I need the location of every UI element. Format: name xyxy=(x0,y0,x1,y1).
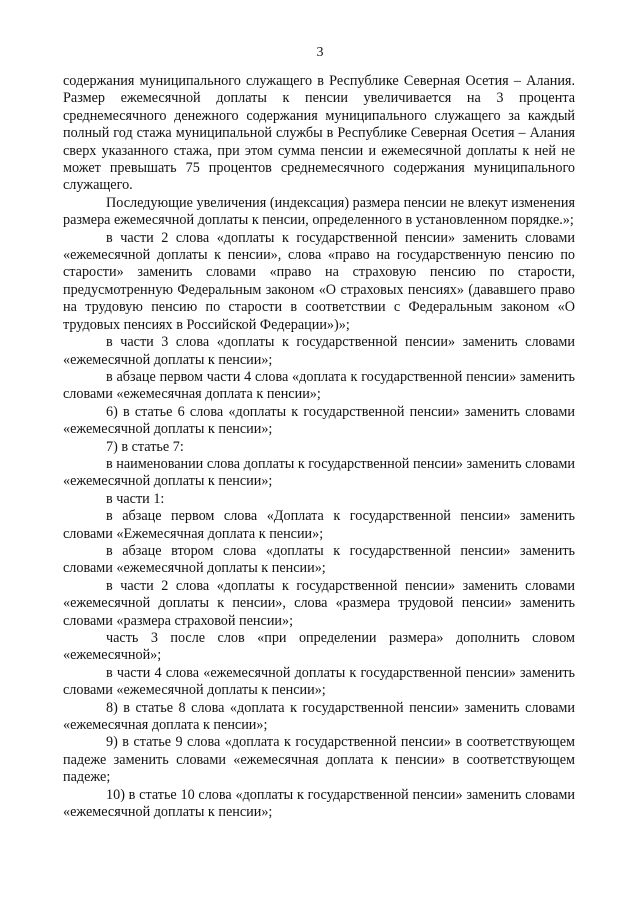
paragraph-article-8: 8) в статье 8 слова «доплата к государственной пенсии» заменить словами «ежемесячная доплата к пенсии»; xyxy=(63,699,575,734)
paragraph-part-4-amendment: в абзаце первом части 4 слова «доплата к государственной пенсии» заменить словами «ежемесячная доплата к пенсии»; xyxy=(63,368,575,403)
paragraph-article-7-part-1-second: в абзаце втором слова «доплаты к государственной пенсии» заменить словами «ежемесячной доплаты к пенсии»; xyxy=(63,542,575,577)
page-number: 3 xyxy=(316,45,324,60)
paragraph-article-7-part-2: в части 2 слова «доплаты к государственной пенсии» заменить словами «ежемесячной доплаты к пенсии», слова «размера трудовой пенсии» заменить словами «размера страховой пенсии»; xyxy=(63,577,575,629)
paragraph-article-10: 10) в статье 10 слова «доплаты к государственной пенсии» заменить словами «ежемесячной доплаты к пенсии»; xyxy=(63,786,575,821)
paragraph-article-7-part-4: в части 4 слова «ежемесячной доплаты к государственной пенсии» заменить словами «ежемесячной доплаты к пенсии»; xyxy=(63,664,575,699)
paragraph-article-7-part-1: в части 1: xyxy=(106,490,165,507)
paragraph-article-7-part-3: часть 3 после слов «при определении размера» дополнить словом «ежемесячной»; xyxy=(63,630,575,664)
document-body xyxy=(63,73,575,821)
paragraph-continuation: содержания муниципального служащего в Республике Северная Осетия – Алания. Размер ежемесячной доплаты к пенсии увеличивается на 3 процента среднемесячного денежного содержания муниципального служащего за каждый полный год стажа муниципальной службы в Республике Северная Осетия – Алания сверх указанного стажа, при этом сумма пенсии и ежемесячной доплаты к ней не может превышать 75 процентов среднемесячного содержания муниципального служащего. xyxy=(63,73,575,194)
paragraph-article-7-part-1-first: в абзаце первом слова «Доплата к государственной пенсии» заменить словами «Ежемесячная доплата к пенсии»; xyxy=(63,508,575,542)
paragraph-article-7: 7) в статье 7: xyxy=(106,438,184,455)
paragraph-article-9: 9) в статье 9 слова «доплата к государственной пенсии» в соответствующем падеже заменить словами «ежемесячная доплата к пенсии» в соответствующем падеже; xyxy=(63,734,575,786)
paragraph-indexation-note: Последующие увеличения (индексация) размера пенсии не влекут изменения размера ежемесячной доплаты к пенсии, определенного в установленном порядке.»; xyxy=(63,194,575,229)
paragraph-article-6: 6) в статье 6 слова «доплаты к государственной пенсии» заменить словами «ежемесячной доплаты к пенсии»; xyxy=(63,403,575,438)
paragraph-article-7-title: в наименовании слова доплаты к государственной пенсии» заменить словами «ежемесячной доплаты к пенсии»; xyxy=(63,455,575,490)
paragraph-part-3-amendment: в части 3 слова «доплаты к государственной пенсии» заменить словами «ежемесячной доплаты к пенсии»; xyxy=(63,334,575,368)
paragraph-part-2-amendment: в части 2 слова «доплаты к государственной пенсии» заменить словами «ежемесячной доплаты к пенсии», слова «право на государственную пенсию по старости» заменить словами «право на страховую пенсию по старости, предусмотренную Федеральным законом «О страховых пенсиях» (дававшего право на трудовую пенсию по старости в соответствии с Федеральным законом «О трудовых пенсиях в Российской Федерации»)»; xyxy=(63,229,575,333)
